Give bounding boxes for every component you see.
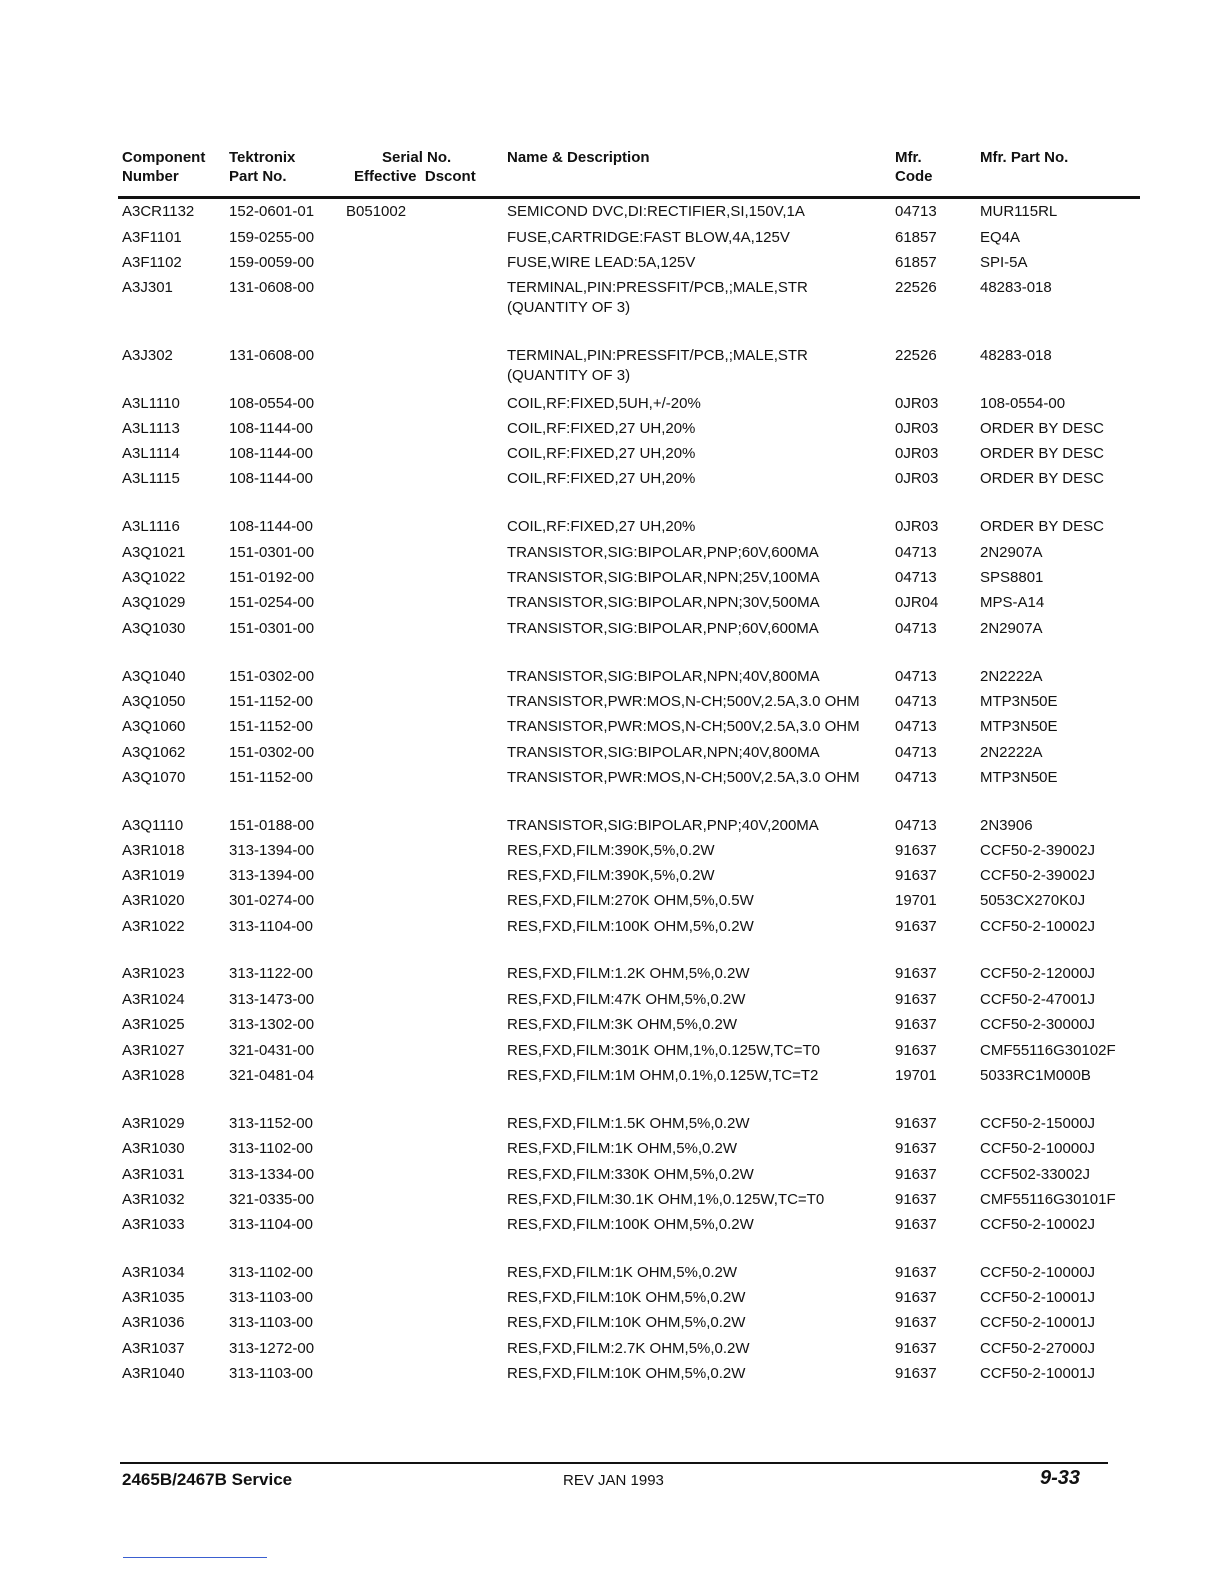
cell-part: 108-1144-00 <box>229 445 313 462</box>
cell-part: 321-0481-04 <box>229 1067 315 1084</box>
cell-part: 151-1152-00 <box>229 718 313 735</box>
footer-revision: REV JAN 1993 <box>563 1472 664 1489</box>
cell-comp: A3J302 <box>122 347 173 364</box>
cell-comp: A3Q1070 <box>122 769 186 786</box>
cell-part: 301-0274-00 <box>229 892 315 909</box>
cell-desc: RES,FXD,FILM:1K OHM,5%,0.2W <box>507 1264 738 1281</box>
cell-code: 0JR03 <box>895 518 939 535</box>
cell-comp: A3R1035 <box>122 1289 185 1306</box>
cell-mfr: 2N2907A <box>980 544 1043 561</box>
header-component-number: Component Number <box>122 149 206 185</box>
cell-mfr: 48283-018 <box>980 279 1052 296</box>
cell-comp: A3Q1021 <box>122 544 186 561</box>
cell-code: 61857 <box>895 254 937 271</box>
cell-desc: TRANSISTOR,PWR:MOS,N-CH;500V,2.5A,3.0 OHM <box>507 718 860 735</box>
cell-comp: A3Q1040 <box>122 668 186 685</box>
cell-comp: A3R1024 <box>122 991 185 1008</box>
footer-title: 2465B/2467B Service <box>122 1470 293 1489</box>
cell-code: 61857 <box>895 229 937 246</box>
cell-code: 91637 <box>895 842 937 859</box>
cell-part: 151-0188-00 <box>229 817 315 834</box>
cell-code: 22526 <box>895 279 937 296</box>
cell-code: 91637 <box>895 1042 937 1059</box>
cell-desc: RES,FXD,FILM:2.7K OHM,5%,0.2W <box>507 1340 750 1357</box>
cell-code: 19701 <box>895 1067 937 1084</box>
cell-mfr: CCF50-2-39002J <box>980 867 1096 884</box>
cell-comp: A3R1025 <box>122 1016 185 1033</box>
cell-part: 321-0431-00 <box>229 1042 315 1059</box>
cell-desc: RES,FXD,FILM:10K OHM,5%,0.2W <box>507 1314 746 1331</box>
cell-mfr: CCF50-2-10000J <box>980 1264 1096 1281</box>
cell-comp: A3Q1062 <box>122 744 186 761</box>
cell-desc: TRANSISTOR,SIG:BIPOLAR,NPN;25V,100MA <box>507 569 820 586</box>
cell-comp: A3R1023 <box>122 965 185 982</box>
header-name-description: Name & Description <box>507 149 650 166</box>
cell-comp: A3Q1110 <box>122 817 184 834</box>
cell-part: 313-1103-00 <box>229 1289 313 1306</box>
cell-part: 313-1103-00 <box>229 1365 313 1382</box>
cell-mfr: 108-0554-00 <box>980 395 1066 412</box>
cell-code: 0JR03 <box>895 395 939 412</box>
cell-code: 04713 <box>895 569 937 586</box>
cell-desc: TRANSISTOR,SIG:BIPOLAR,NPN;30V,500MA <box>507 594 820 611</box>
cell-part: 151-0301-00 <box>229 544 315 561</box>
cell-desc: FUSE,CARTRIDGE:FAST BLOW,4A,125V <box>507 229 790 246</box>
cell-mfr: CCF50-2-10001J <box>980 1289 1096 1306</box>
cell-desc: RES,FXD,FILM:3K OHM,5%,0.2W <box>507 1016 738 1033</box>
cell-code: 0JR04 <box>895 594 939 611</box>
cell-part: 151-1152-00 <box>229 769 313 786</box>
cell-code: 91637 <box>895 991 937 1008</box>
cell-comp: A3R1029 <box>122 1115 185 1132</box>
cell-mfr: MTP3N50E <box>980 769 1058 786</box>
cell-desc: RES,FXD,FILM:390K,5%,0.2W <box>507 842 715 859</box>
cell-mfr: ORDER BY DESC <box>980 470 1104 487</box>
cell-part: 152-0601-01 <box>229 203 315 220</box>
cell-desc: COIL,RF:FIXED,27 UH,20% <box>507 518 696 535</box>
cell-code: 91637 <box>895 918 937 935</box>
header-tektronix-part: Tektronix Part No. <box>229 149 296 185</box>
cell-code: 0JR03 <box>895 470 939 487</box>
cell-desc: TRANSISTOR,PWR:MOS,N-CH;500V,2.5A,3.0 OHM <box>507 693 860 710</box>
cell-desc: RES,FXD,FILM:100K OHM,5%,0.2W <box>507 1216 754 1233</box>
cell-desc: RES,FXD,FILM:10K OHM,5%,0.2W <box>507 1289 746 1306</box>
cell-part: 108-1144-00 <box>229 518 313 535</box>
cell-mfr: SPS8801 <box>980 569 1044 586</box>
cell-code: 91637 <box>895 1264 937 1281</box>
cell-mfr: 5053CX270K0J <box>980 892 1086 909</box>
cell-desc: RES,FXD,FILM:1M OHM,0.1%,0.125W,TC=T2 <box>507 1067 819 1084</box>
cell-code: 04713 <box>895 544 937 561</box>
cell-comp: A3J301 <box>122 279 173 296</box>
cell-part: 313-1272-00 <box>229 1340 315 1357</box>
cell-desc: RES,FXD,FILM:1K OHM,5%,0.2W <box>507 1140 738 1157</box>
cell-comp: A3Q1029 <box>122 594 186 611</box>
cell-part: 313-1102-00 <box>229 1140 313 1157</box>
cell-code: 91637 <box>895 1289 937 1306</box>
cell-mfr: 2N2907A <box>980 620 1043 637</box>
cell-code: 91637 <box>895 867 937 884</box>
cell-mfr: EQ4A <box>980 229 1021 246</box>
cell-part: 313-1394-00 <box>229 867 315 884</box>
cell-comp: A3R1037 <box>122 1340 185 1357</box>
cell-mfr: CCF50-2-10002J <box>980 918 1096 935</box>
cell-comp: A3R1032 <box>122 1191 185 1208</box>
cell-desc: RES,FXD,FILM:270K OHM,5%,0.5W <box>507 892 754 909</box>
cell-part: 313-1103-00 <box>229 1314 313 1331</box>
cell-code: 91637 <box>895 1314 937 1331</box>
cell-desc: TERMINAL,PIN:PRESSFIT/PCB,;MALE,STR (QUANTITY OF 3) <box>507 347 808 384</box>
cell-part: 159-0255-00 <box>229 229 315 246</box>
cell-code: 91637 <box>895 1016 937 1033</box>
cell-part: 151-0302-00 <box>229 744 315 761</box>
cell-mfr: ORDER BY DESC <box>980 518 1104 535</box>
cell-comp: A3R1020 <box>122 892 185 909</box>
cell-desc: RES,FXD,FILM:47K OHM,5%,0.2W <box>507 991 746 1008</box>
cell-part: 151-0302-00 <box>229 668 315 685</box>
cell-comp: A3F1101 <box>122 229 182 246</box>
cell-mfr: CCF50-2-10002J <box>980 1216 1096 1233</box>
cell-comp: A3L1113 <box>122 420 180 437</box>
cell-part: 313-1302-00 <box>229 1016 315 1033</box>
cell-part: 313-1334-00 <box>229 1166 315 1183</box>
cell-mfr: CCF50-2-10001J <box>980 1314 1096 1331</box>
cell-desc: TRANSISTOR,SIG:BIPOLAR,NPN;40V,800MA <box>507 744 820 761</box>
cell-mfr: CCF50-2-47001J <box>980 991 1096 1008</box>
header-effective-dscont: Effective Dscont <box>354 168 476 185</box>
cell-mfr: ORDER BY DESC <box>980 445 1104 462</box>
cell-mfr: MTP3N50E <box>980 718 1058 735</box>
cell-part: 151-0301-00 <box>229 620 315 637</box>
cell-code: 04713 <box>895 668 937 685</box>
cell-mfr: 2N2222A <box>980 744 1043 761</box>
cell-part: 108-1144-00 <box>229 470 313 487</box>
cell-mfr: CCF50-2-27000J <box>980 1340 1096 1357</box>
cell-code: 04713 <box>895 769 937 786</box>
cell-code: 22526 <box>895 347 937 364</box>
cell-code: 04713 <box>895 718 937 735</box>
cell-serial: B051002 <box>346 203 407 220</box>
cell-part: 151-0192-00 <box>229 569 315 586</box>
cell-code: 04713 <box>895 620 937 637</box>
cell-code: 91637 <box>895 1140 937 1157</box>
header-mfr-code: Mfr. Code <box>895 149 933 185</box>
cell-comp: A3L1115 <box>122 470 180 487</box>
page-number: 9-33 <box>1040 1467 1081 1489</box>
cell-desc: FUSE,WIRE LEAD:5A,125V <box>507 254 696 271</box>
cell-desc: RES,FXD,FILM:301K OHM,1%,0.125W,TC=T0 <box>507 1042 821 1059</box>
cell-code: 19701 <box>895 892 937 909</box>
cell-mfr: ORDER BY DESC <box>980 420 1104 437</box>
cell-comp: A3R1022 <box>122 918 185 935</box>
cell-comp: A3Q1030 <box>122 620 186 637</box>
cell-desc: COIL,RF:FIXED,5UH,+/-20% <box>507 395 701 412</box>
header-serial-no: Serial No. <box>382 149 452 166</box>
cell-mfr: CCF50-2-39002J <box>980 842 1096 859</box>
cell-part: 313-1104-00 <box>229 1216 313 1233</box>
cell-part: 313-1473-00 <box>229 991 315 1008</box>
cell-desc: TRANSISTOR,PWR:MOS,N-CH;500V,2.5A,3.0 OHM <box>507 769 860 786</box>
header-mfr-part-no: Mfr. Part No. <box>980 149 1069 166</box>
cell-desc: TRANSISTOR,SIG:BIPOLAR,PNP;60V,600MA <box>507 544 819 561</box>
cell-mfr: 48283-018 <box>980 347 1052 364</box>
cell-desc: COIL,RF:FIXED,27 UH,20% <box>507 445 696 462</box>
cell-part: 108-1144-00 <box>229 420 313 437</box>
cell-comp: A3R1033 <box>122 1216 185 1233</box>
cell-mfr: CMF55116G30102F <box>980 1042 1116 1059</box>
cell-mfr: CMF55116G30101F <box>980 1191 1116 1208</box>
cell-part: 108-0554-00 <box>229 395 315 412</box>
cell-comp: A3R1040 <box>122 1365 185 1382</box>
cell-desc: RES,FXD,FILM:100K OHM,5%,0.2W <box>507 918 754 935</box>
cell-mfr: MPS-A14 <box>980 594 1045 611</box>
cell-comp: A3L1110 <box>122 395 180 412</box>
cell-comp: A3Q1050 <box>122 693 186 710</box>
cell-desc: RES,FXD,FILM:1.5K OHM,5%,0.2W <box>507 1115 750 1132</box>
cell-comp: A3R1031 <box>122 1166 185 1183</box>
cell-mfr: MUR115RL <box>980 203 1058 220</box>
cell-mfr: 2N2222A <box>980 668 1043 685</box>
cell-code: 91637 <box>895 1191 937 1208</box>
cell-code: 0JR03 <box>895 445 939 462</box>
cell-comp: A3R1028 <box>122 1067 185 1084</box>
cell-code: 0JR03 <box>895 420 939 437</box>
cell-desc: RES,FXD,FILM:30.1K OHM,1%,0.125W,TC=T0 <box>507 1191 825 1208</box>
cell-code: 04713 <box>895 203 937 220</box>
cell-desc: RES,FXD,FILM:1.2K OHM,5%,0.2W <box>507 965 750 982</box>
cell-part: 151-1152-00 <box>229 693 313 710</box>
cell-mfr: SPI-5A <box>980 254 1028 271</box>
cell-desc: TRANSISTOR,SIG:BIPOLAR,NPN;40V,800MA <box>507 668 820 685</box>
cell-mfr: CCF50-2-12000J <box>980 965 1096 982</box>
cell-comp: A3R1036 <box>122 1314 185 1331</box>
cell-comp: A3R1027 <box>122 1042 185 1059</box>
cell-part: 313-1394-00 <box>229 842 315 859</box>
cell-desc: COIL,RF:FIXED,27 UH,20% <box>507 470 696 487</box>
footer-divider <box>120 1462 1108 1464</box>
cell-part: 159-0059-00 <box>229 254 315 271</box>
cell-part: 131-0608-00 <box>229 279 315 296</box>
cell-comp: A3Q1060 <box>122 718 186 735</box>
bottom-rule <box>123 1557 267 1558</box>
cell-mfr: CCF50-2-30000J <box>980 1016 1096 1033</box>
cell-mfr: CCF50-2-15000J <box>980 1115 1096 1132</box>
cell-code: 91637 <box>895 1365 937 1382</box>
cell-part: 313-1104-00 <box>229 918 313 935</box>
cell-comp: A3R1030 <box>122 1140 185 1157</box>
cell-code: 91637 <box>895 1166 937 1183</box>
cell-desc: TRANSISTOR,SIG:BIPOLAR,PNP;60V,600MA <box>507 620 819 637</box>
cell-part: 151-0254-00 <box>229 594 315 611</box>
cell-desc: TERMINAL,PIN:PRESSFIT/PCB,;MALE,STR (QUANTITY OF 3) <box>507 279 808 316</box>
cell-desc: COIL,RF:FIXED,27 UH,20% <box>507 420 696 437</box>
cell-part: 321-0335-00 <box>229 1191 315 1208</box>
cell-comp: A3L1116 <box>122 518 180 535</box>
cell-code: 04713 <box>895 817 937 834</box>
cell-desc: TRANSISTOR,SIG:BIPOLAR,PNP;40V,200MA <box>507 817 819 834</box>
cell-mfr: MTP3N50E <box>980 693 1058 710</box>
cell-desc: RES,FXD,FILM:10K OHM,5%,0.2W <box>507 1365 746 1382</box>
cell-desc: RES,FXD,FILM:390K,5%,0.2W <box>507 867 715 884</box>
cell-comp: A3F1102 <box>122 254 182 271</box>
cell-mfr: CCF502-33002J <box>980 1166 1091 1183</box>
cell-mfr: 2N3906 <box>980 817 1033 834</box>
cell-comp: A3R1034 <box>122 1264 185 1281</box>
cell-part: 313-1152-00 <box>229 1115 313 1132</box>
cell-code: 91637 <box>895 1115 937 1132</box>
cell-code: 91637 <box>895 1340 937 1357</box>
cell-code: 91637 <box>895 965 937 982</box>
cell-mfr: CCF50-2-10000J <box>980 1140 1096 1157</box>
cell-code: 04713 <box>895 693 937 710</box>
cell-part: 313-1122-00 <box>229 965 313 982</box>
cell-desc: SEMICOND DVC,DI:RECTIFIER,SI,150V,1A <box>507 203 805 220</box>
cell-comp: A3Q1022 <box>122 569 186 586</box>
cell-code: 91637 <box>895 1216 937 1233</box>
cell-mfr: 5033RC1M000B <box>980 1067 1091 1084</box>
cell-comp: A3R1019 <box>122 867 185 884</box>
cell-comp: A3R1018 <box>122 842 185 859</box>
cell-part: 313-1102-00 <box>229 1264 313 1281</box>
cell-part: 131-0608-00 <box>229 347 315 364</box>
cell-desc: RES,FXD,FILM:330K OHM,5%,0.2W <box>507 1166 754 1183</box>
cell-code: 04713 <box>895 744 937 761</box>
cell-comp: A3L1114 <box>122 445 180 462</box>
cell-comp: A3CR1132 <box>122 203 195 220</box>
cell-mfr: CCF50-2-10001J <box>980 1365 1096 1382</box>
